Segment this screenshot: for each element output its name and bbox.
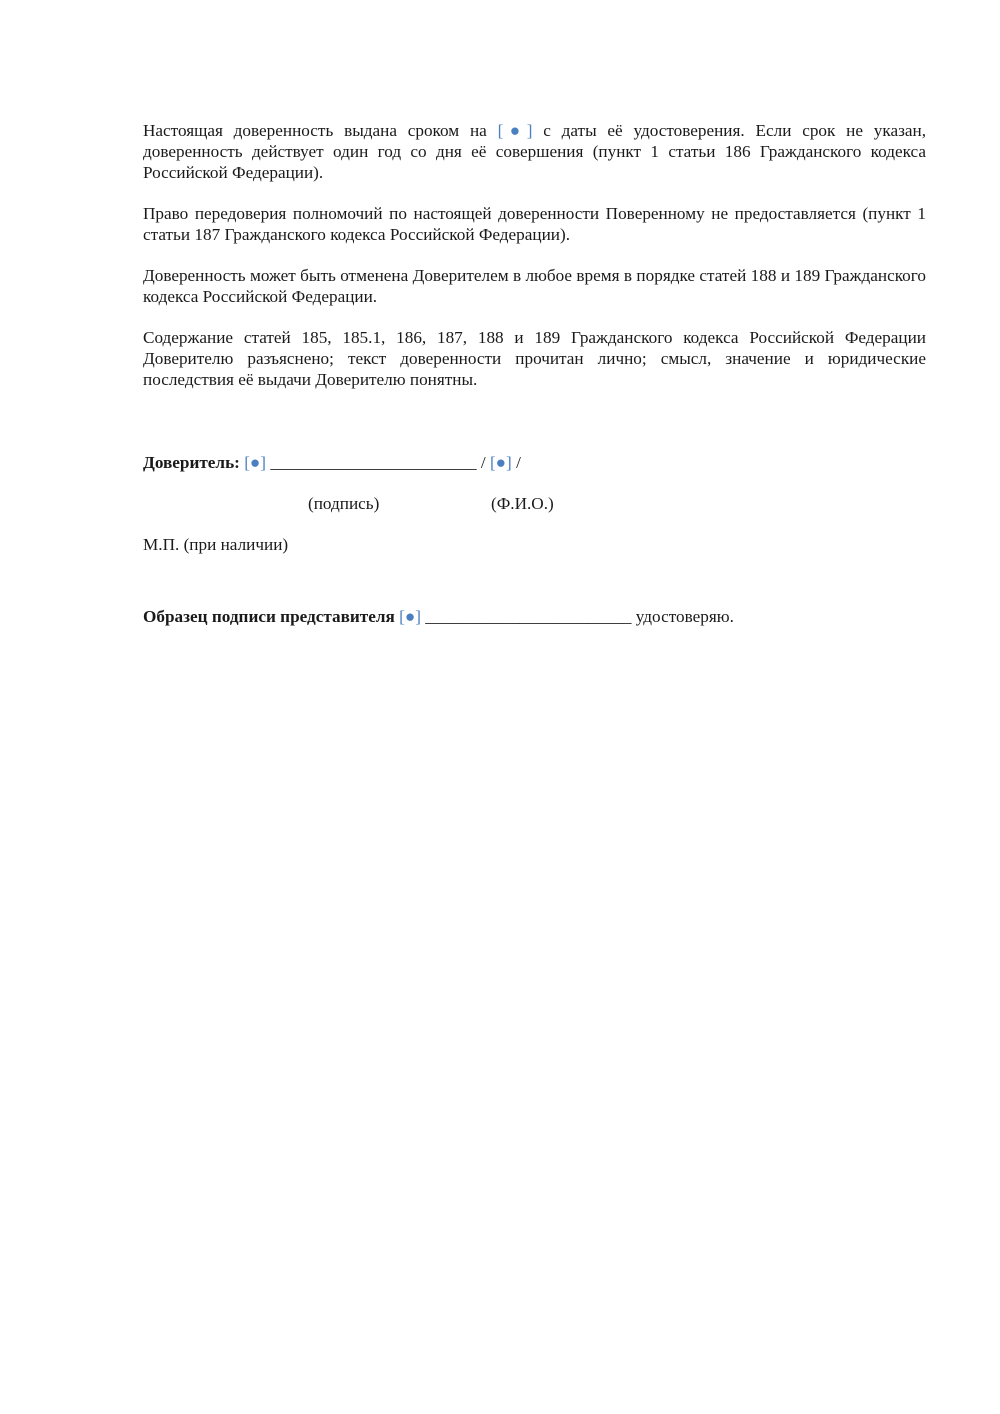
paragraph-term-end: с даты её удостоверения. Если срок не указан, доверенность действует один год со дня её совершения (пункт 1 статьи 186 Гражданского кодекса Российской Федерации). <box>143 121 926 182</box>
principal-label: Доверитель: <box>143 453 240 472</box>
principal-signature-underline[interactable]: ________________________ <box>270 453 477 472</box>
spacer <box>143 555 926 606</box>
representative-suffix: удостоверяю. <box>635 607 734 626</box>
signature-caption: (подпись) <box>308 494 380 513</box>
representative-label: Образец подписи представителя <box>143 607 395 626</box>
signature-captions <box>143 493 926 514</box>
paragraph-subdelegation: Право передоверия полномочий по настоящей доверенности Поверенному не предоставляется (пункт 1 статьи 187 Гражданского кодекса Российской Федерации). <box>143 204 926 244</box>
term-placeholder[interactable]: [●] <box>497 121 533 140</box>
representative-sample-line <box>143 606 926 627</box>
name-caption: (Ф.И.О.) <box>491 494 554 513</box>
principal-placeholder[interactable]: [●] <box>244 453 267 472</box>
representative-placeholder[interactable]: [●] <box>399 607 421 626</box>
principal-signature-line <box>143 452 926 473</box>
spacer <box>143 473 926 493</box>
paragraph-term <box>143 120 926 183</box>
representative-signature-underline[interactable]: ________________________ <box>425 607 632 626</box>
document-page <box>143 120 926 627</box>
spacer <box>143 410 926 452</box>
paragraph-acknowledgement: Содержание статей 185, 185.1, 186, 187, 188 и 189 Гражданского кодекса Российской Федерации Доверителю разъяснено; текст доверенности прочитан лично; смысл, значение и юридические последствия её выдачи Доверителю понятны. <box>143 328 926 389</box>
principal-name-placeholder[interactable]: [●] <box>489 453 512 472</box>
name-closing: / <box>511 453 521 472</box>
paragraph-term-start: Настоящая доверенность выдана сроком на <box>143 121 498 140</box>
paragraph-revocation: Доверенность может быть отменена Доверителем в любое время в порядке статей 188 и 189 Гражданского кодекса Российской Федерации. <box>143 266 926 306</box>
spacer <box>143 514 926 534</box>
name-separator: / <box>476 453 490 472</box>
seal-note: М.П. (при наличии) <box>143 535 289 554</box>
